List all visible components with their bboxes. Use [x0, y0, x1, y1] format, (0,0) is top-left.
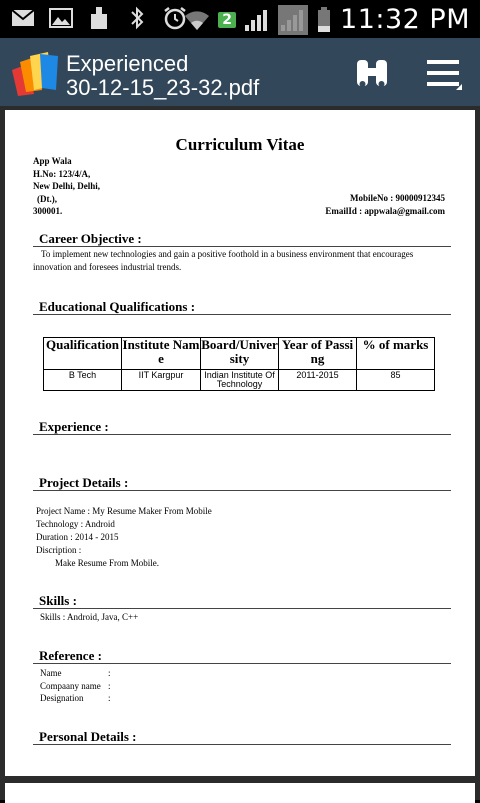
- header-board: Board/University: [201, 338, 279, 370]
- status-icons-right: [184, 4, 470, 35]
- project-description: Make Resume From Mobile.: [55, 558, 159, 568]
- skills-heading: Skills :: [33, 594, 451, 609]
- reference-block: [40, 667, 111, 705]
- reference-company-colon: :: [108, 680, 111, 691]
- project-description-label: Discription :: [36, 545, 82, 555]
- address-line-4: 300001.: [33, 206, 63, 216]
- signal-icon-2: [278, 5, 308, 35]
- project-details-heading: Project Details :: [33, 476, 451, 491]
- personal-details-heading: Personal Details :: [33, 730, 451, 745]
- email-address: EmailId : appwala@gmail.com: [325, 206, 445, 216]
- address-line-2: New Delhi, Delhi,: [33, 181, 100, 191]
- career-objective-line-2: innovation and foresees industrial trends.: [33, 262, 182, 272]
- reference-company-row: [40, 680, 111, 693]
- table-row: [44, 370, 435, 391]
- experience-heading: Experience :: [33, 420, 451, 435]
- email-icon: [10, 6, 36, 30]
- pdf-page[interactable]: [5, 110, 475, 776]
- menu-icon[interactable]: [424, 56, 464, 92]
- pdf-next-page[interactable]: [5, 783, 475, 803]
- cv-title: Curriculum Vitae: [175, 135, 305, 154]
- notification-count-badge: 2: [218, 12, 236, 28]
- header-institute: Institute Name: [122, 338, 201, 370]
- cell-qualification: B Tech: [44, 370, 122, 391]
- cell-institute: IIT Kargpur: [122, 370, 201, 391]
- contact-info-block: [325, 192, 445, 218]
- bluetooth-icon: [124, 6, 150, 30]
- header-year: Year of Passing: [279, 338, 357, 370]
- reference-company-label: Compaany name: [40, 680, 101, 691]
- signal-icon: [244, 8, 270, 32]
- status-icons-left: [10, 6, 188, 30]
- career-objective-text: [33, 248, 453, 274]
- contact-address-block: [33, 155, 100, 218]
- reference-name-label: Name: [40, 668, 62, 678]
- reference-heading: Reference :: [33, 649, 451, 664]
- project-details-block: [36, 505, 212, 570]
- reference-designation-colon: :: [108, 693, 111, 703]
- career-objective-heading: Career Objective :: [33, 232, 451, 247]
- project-duration: Duration : 2014 - 2015: [36, 532, 119, 542]
- gallery-icon: [48, 6, 74, 30]
- education-table-header: [44, 338, 435, 370]
- project-name: Project Name : My Resume Maker From Mobile: [36, 506, 212, 516]
- reference-designation-label: Designation: [40, 693, 84, 703]
- app-bar: [0, 38, 480, 106]
- status-bar: [0, 0, 480, 38]
- address-line-3: (Dt.),: [37, 193, 57, 204]
- project-technology: Technology : Android: [36, 519, 115, 529]
- title-line-2: 30-12-15_23-32.pdf: [66, 75, 260, 100]
- reference-name-colon: :: [108, 668, 111, 678]
- cleaning-icon: [86, 6, 112, 30]
- document-title: [66, 52, 259, 100]
- title-line-1: Experienced: [66, 51, 189, 76]
- reference-designation-row: [40, 692, 111, 705]
- mobile-number: MobileNo : 90000912345: [350, 193, 445, 203]
- cell-marks: 85: [357, 370, 435, 391]
- address-line-1: H.No: 123/4/A,: [33, 168, 91, 179]
- education-heading: Educational Qualifications :: [33, 300, 451, 315]
- cell-board: Indian Institute Of Technology: [201, 370, 279, 391]
- find-binoculars-icon[interactable]: [354, 56, 390, 92]
- app-logo-icon[interactable]: [8, 50, 62, 98]
- header-qualification: Qualification: [44, 338, 122, 370]
- wifi-icon: [184, 8, 210, 32]
- career-objective-line-1: To implement new technologies and gain a positive foothold in a business environment that encourages: [41, 249, 414, 259]
- battery-icon: [316, 8, 332, 32]
- reference-name-row: [40, 667, 111, 680]
- cell-year: 2011-2015: [279, 370, 357, 391]
- education-table: [43, 337, 435, 391]
- clock: 11:32 PM: [340, 4, 470, 35]
- applicant-name: App Wala: [33, 156, 72, 166]
- skills-text: Skills : Android, Java, C++: [40, 612, 139, 622]
- header-marks: % of marks: [357, 338, 435, 370]
